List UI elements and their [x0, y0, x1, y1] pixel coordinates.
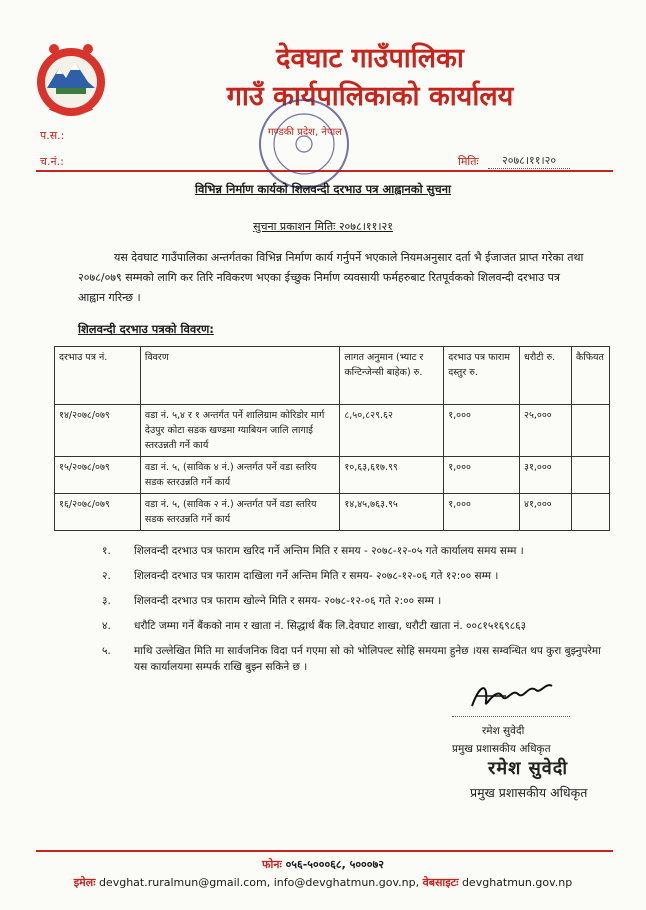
note-number: ३. [102, 595, 111, 607]
cell-estimate: १४,४५,७६३.९५ [340, 494, 444, 531]
cell-remarks [571, 405, 609, 457]
note-number: ५. [102, 645, 111, 657]
cell-fee: १,००० [444, 405, 520, 457]
intro-paragraph: यस देवघाट गाउँपालिका अन्तर्गतका विभिन्न निर्माण कार्य गर्नुपर्ने भएकाले नियमअनुसार दर्ता भै ईजाजत प्राप्त गरेका तथा २०७८/०७९ सम्मको लागि कर तिरि नविकरण भएका ईच्छुक निर्माण व्यवसायी फर्महरुबाट रितपूर्वकको शिलवन्दी दरभाउ पत्र आह्वान गरिन्छ । [78, 251, 584, 304]
footer-contact [0, 875, 646, 890]
col-header-estimate: लागत अनुमान (भ्याट र कन्टिन्जेन्सी बाहेक) रु. [340, 347, 444, 405]
office-name [150, 40, 590, 116]
cell-deposit: ३१,००० [520, 457, 572, 494]
email-addresses: devghat.ruralmun@gmail.com, info@devghatmun.gov.np, [98, 876, 420, 889]
note-text: धरौटि जम्मा गर्ने बैंकको नाम र खाता नं. सिद्धार्थ बैंक लि.देवघाट शाखा, धरौटी खाता नं. ००८१५१६९८६३ [134, 620, 527, 632]
col-header-number: दरभाउ पत्र नं. [55, 347, 141, 405]
footer-phone [0, 857, 646, 872]
office-address: गण्डकी प्रदेश, नेपाल [268, 127, 342, 138]
phone-label: फोनः [262, 858, 282, 871]
note-text: शिलवन्दी दरभाउ पत्र फाराम दाखिला गर्ने अन्तिम मिति र समय- २०७८-१२-०६ गते १२:०० सम्म । [134, 570, 499, 582]
note-number: २. [102, 570, 111, 582]
cell-fee: १,००० [444, 494, 520, 531]
municipality-emblem [30, 38, 112, 120]
cell-number: १४/२०७८/०७९ [55, 405, 141, 457]
cell-remarks [571, 494, 609, 531]
office-stamp [256, 96, 352, 192]
signatory-name: रमेश सुवेदी [482, 725, 525, 737]
cell-deposit: २५,००० [520, 405, 572, 457]
bid-table [54, 346, 610, 531]
cell-fee: १,००० [444, 457, 520, 494]
notes-list [102, 543, 602, 684]
cell-estimate: ८,५०,८२९.६२ [340, 405, 444, 457]
note-number: ४. [102, 620, 111, 632]
note-text: शिलवन्दी दरभाउ पत्र फाराम खोल्ने मिति र समय- २०७८-१२-०६ गते २:०० सम्म । [134, 595, 442, 607]
publication-date: सुचना प्रकाशन मितिः २०७८।११।२१ [253, 220, 393, 233]
phone-number: ०५६-५०००६८, ५०००७२ [285, 858, 384, 871]
cell-description: वडा नं. ५,४ र १ अन्तर्गत पर्ने शालिग्राम कोरिडोर मार्ग देउपुर कोटा सडक खण्डमा ग्याबियन जालि लागाई स्तरउन्नती गर्ने कार्य [140, 405, 339, 457]
cell-estimate: १०,६३,६१७.९९ [340, 457, 444, 494]
col-header-description: विवरण [140, 347, 339, 405]
cell-number: १६/२०७८/०७९ [55, 494, 141, 531]
list-item [102, 618, 602, 634]
signatory-title: प्रमुख प्रशासकीय अधिकृत [452, 743, 551, 755]
chn-label: च.नं.: [40, 155, 64, 168]
table-row [55, 494, 610, 531]
cell-number: १५/२०७८/०७९ [55, 457, 141, 494]
table-row [55, 457, 610, 494]
website-label: वेबसाइटः [422, 876, 459, 889]
stamp-name: रमेश सुवेदी [488, 758, 569, 779]
email-label: इमेलः [73, 876, 96, 889]
date-label: मितिः [458, 155, 479, 168]
col-header-remarks: कैफियत [571, 347, 609, 405]
footer-rule [36, 850, 613, 852]
cell-remarks [571, 457, 609, 494]
list-item [102, 593, 602, 609]
list-item [102, 568, 602, 584]
website-url: devghatmun.gov.np [461, 876, 573, 889]
handwritten-signature [466, 676, 558, 716]
office-name-line1: देवघाट गाउँपालिका [276, 43, 464, 74]
cell-description: वडा नं. ५, (साविक २ नं.) अन्तर्गत पर्ने वडा स्तरिय सडक स्तरउन्नति गर्ने कार्य [140, 494, 339, 531]
note-text: माथि उल्लेखित मिति मा सार्वजनिक विदा पर्न गएमा सो को भोलिपल्ट सोहि समयमा हुनेछ ।यस सम्वन्धित थप कुरा बुझ्नुपरेमा यस कार्यालयमा सम्पर्क राखि बुझ्न सकिने छ । [134, 645, 601, 673]
table-row [55, 405, 610, 457]
ps-label: प.स.: [40, 129, 65, 142]
date-value: २०७८।११।२० [488, 153, 570, 169]
section-heading: शिलवन्दी दरभाउ पत्रको विवरण: [78, 322, 214, 336]
cell-description: वडा नं. ५, (साविक ४ नं.) अन्तर्गत पर्ने वडा स्तरिय सडक स्तरउन्नति गर्ने कार्य [140, 457, 339, 494]
signature-line [452, 716, 570, 717]
stamp-title: प्रमुख प्रशासकीय अधिकृत [470, 785, 588, 800]
list-item [102, 643, 602, 675]
col-header-deposit: धरौटी रु. [520, 347, 572, 405]
col-header-fee: दरभाउ पत्र फाराम दस्तुर रु. [444, 347, 520, 405]
note-text: शिलवन्दी दरभाउ पत्र फाराम खरिद गर्ने अन्तिम मिति र समय - २०७८-१२-०५ गते कार्यालय समय सम्म । [134, 545, 524, 557]
list-item [102, 543, 602, 559]
office-name-line2: गाउँ कार्यपालिकाको कार्यालय [226, 81, 514, 112]
note-number: १. [102, 545, 111, 557]
table-header-row [55, 347, 610, 405]
cell-deposit: ४१,००० [520, 494, 572, 531]
notice-title: विभिन्न निर्माण कार्यको शिलवन्दी दरभाउ पत्र आह्वानको सुचना [194, 182, 452, 196]
